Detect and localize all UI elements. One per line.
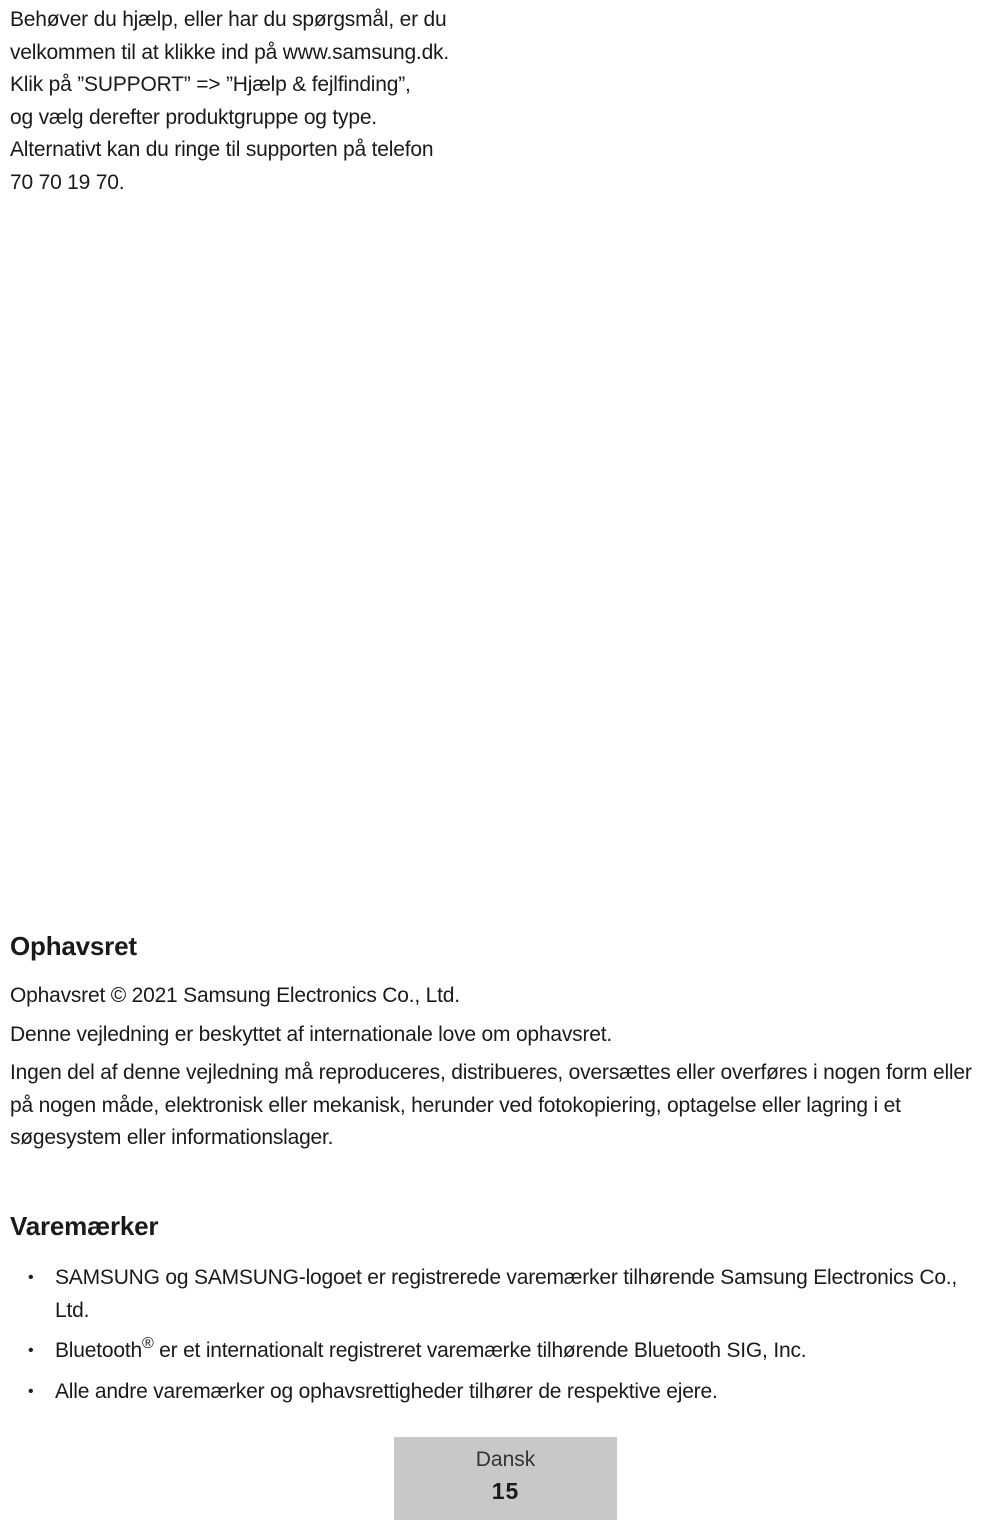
trademark-text: er et internationalt registreret varemærke tilhørende Bluetooth SIG, Inc. [153,1339,807,1362]
copyright-restriction-text: Ingen del af denne vejledning må reproduceres, distribueres, oversættes eller overføres i nogen form eller på nogen måde, elektronisk eller mekanisk, herunder ved fotokopiering, optagelse eller lagring i et søgesystem eller informationslager. [10,1061,972,1149]
trademark-text: SAMSUNG og SAMSUNG-logoet er registrerede varemærker tilhørende Samsung Electronics Co., Ltd. [55,1266,958,1322]
bullet-icon: • [28,1382,34,1400]
copyright-heading: Ophavsret [10,931,137,961]
copyright-protection-text: Denne vejledning er beskyttet af internationale love om ophavsret. [10,1022,613,1046]
trademarks-heading: Varemærker [10,1211,159,1241]
copyright-section [10,980,985,1161]
list-item [10,1376,980,1409]
support-line: 70 70 19 70. [10,170,125,194]
support-line: Behøver du hjælp, eller har du spørgsmål, er du [10,8,447,31]
support-line: Klik på ”SUPPORT” => ”Hjælp & fejlfinding”, [10,73,411,96]
copyright-notice: Ophavsret © 2021 Samsung Electronics Co., Ltd. [10,984,460,1007]
bullet-icon: • [28,1342,34,1359]
registered-mark: ® [141,1335,154,1352]
trademark-text: Alle andre varemærker og ophavsrettigheder tilhører de respektive ejere. [55,1379,718,1403]
support-line: velkommen til at klikke ind på www.samsung.dk. [10,40,449,64]
support-line: og vælg derefter produktgruppe og type. [10,105,377,129]
list-item [10,1262,980,1327]
support-line: Alternativt kan du ringe til supporten på telefon [10,138,434,161]
trademark-list [10,1262,980,1416]
trademark-brand: Bluetooth [55,1339,142,1362]
support-paragraph [10,4,530,199]
page-footer [394,1437,617,1520]
list-item [10,1335,980,1368]
page-number: 15 [491,1478,520,1504]
bullet-icon: • [28,1269,34,1286]
footer-language: Dansk [475,1448,536,1471]
